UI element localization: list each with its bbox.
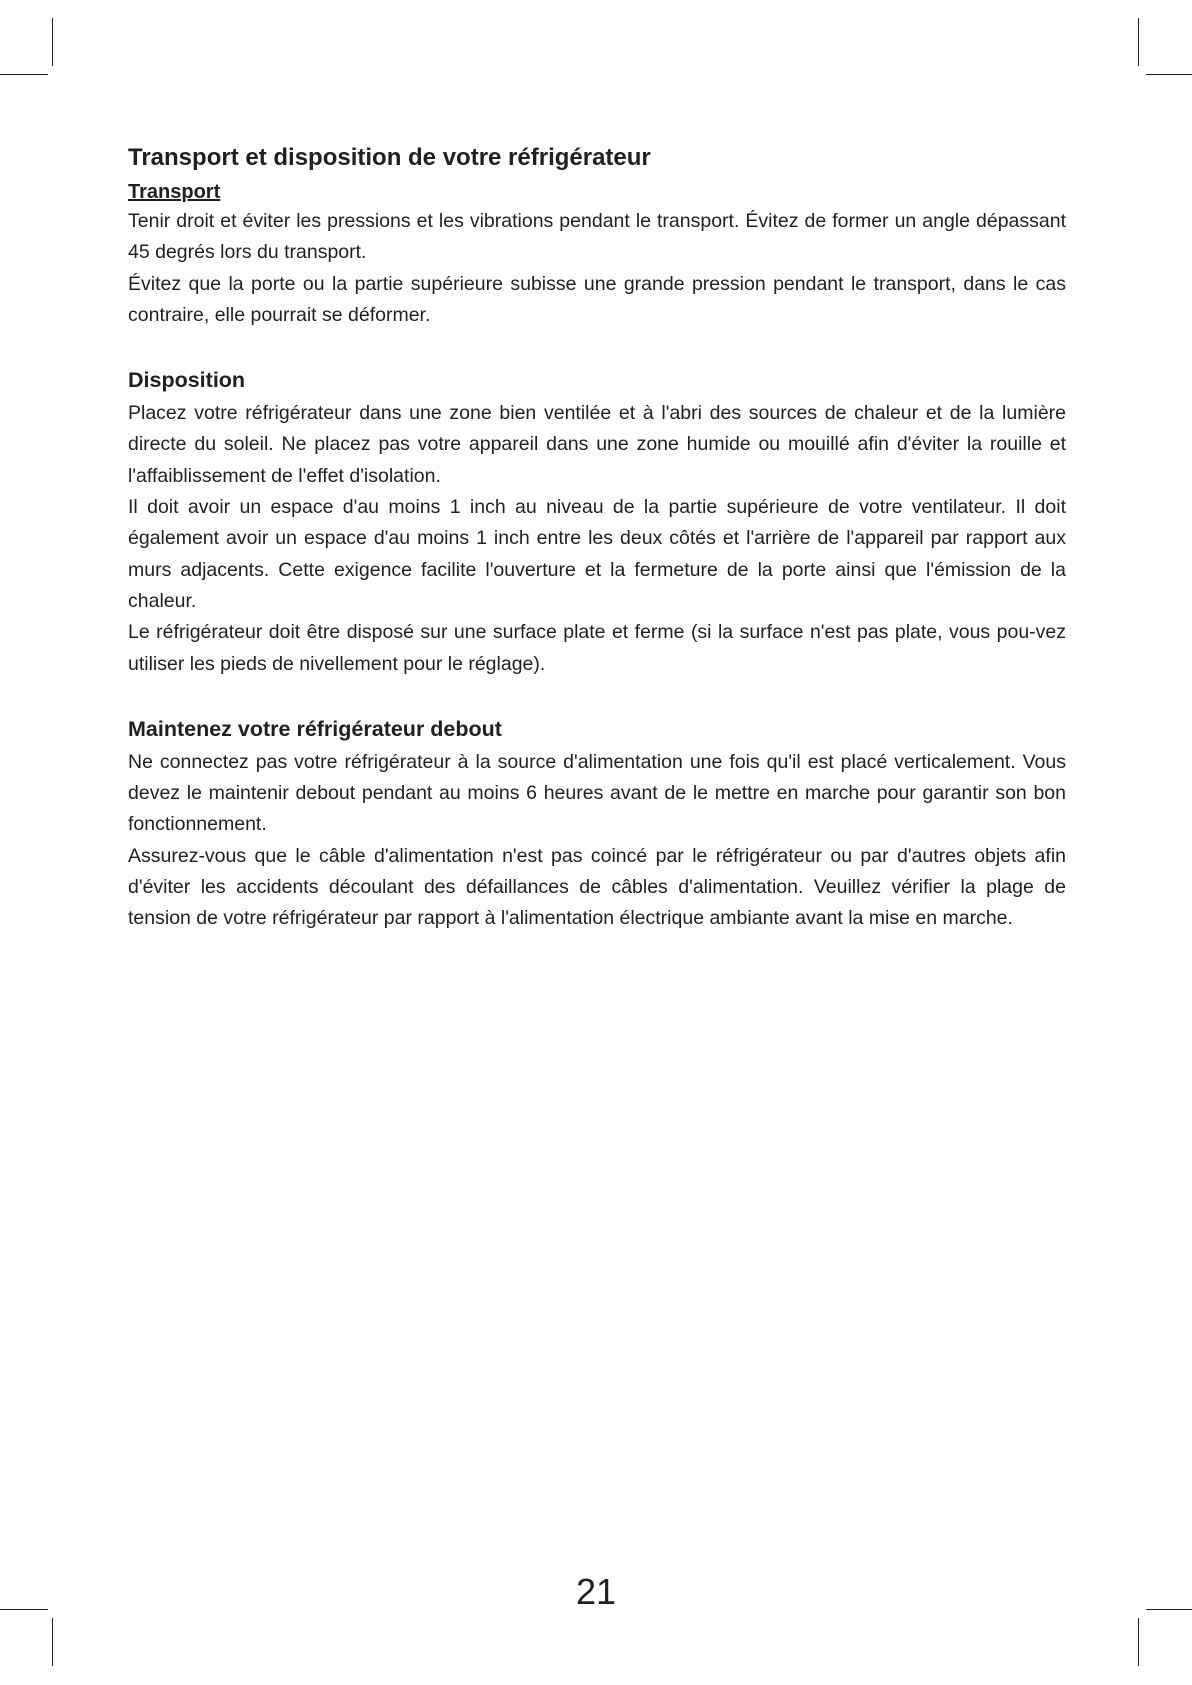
section-heading-disposition: Disposition xyxy=(128,368,246,393)
paragraph: Le réfrigérateur doit être disposé sur une surface plate et ferme (si la surface n'est pas plate, vous pou-vez utiliser les pieds de nivellement pour le réglage). xyxy=(128,621,1066,675)
section-heading-debout: Maintenez votre réfrigérateur debout xyxy=(128,716,502,741)
crop-mark-bottom-left-vertical xyxy=(52,1618,53,1666)
paragraph: Évitez que la porte ou la partie supérieure subisse une grande pression pendant le transport, dans le cas contraire, elle pourrait se déformer. xyxy=(128,272,1066,326)
document-body xyxy=(128,138,1066,935)
section-debout xyxy=(128,711,1066,935)
paragraph: Il doit avoir un espace d'au moins 1 inch au niveau de la partie supérieure de votre ventilateur. Il doit également avoir un espace d'au moins 1 inch entre les deux côtés et l'arrière de l'appareil par rapport aux murs adjacents. Cette exigence facilite l'ouverture et la fermeture de la porte ainsi que l'émission de la chaleur. xyxy=(128,496,1066,612)
paragraph: Ne connectez pas votre réfrigérateur à la source d'alimentation une fois qu'il est placé verticalement. Vous devez le maintenir debout pendant au moins 6 heures avant de le mettre en marche pour garantir son bon fonctionnement. xyxy=(128,750,1066,836)
crop-mark-top-right-vertical xyxy=(1138,18,1139,66)
crop-mark-top-left-horizontal xyxy=(0,74,48,75)
paragraph: Tenir droit et éviter les pressions et les vibrations pendant le transport. Évitez de former un angle dépassant 45 degrés lors du transport. xyxy=(128,210,1066,264)
crop-mark-top-left-vertical xyxy=(52,18,53,66)
paragraph: Placez votre réfrigérateur dans une zone bien ventilée et à l'abri des sources de chaleur et de la lumière directe du soleil. Ne placez pas votre appareil dans une zone humide ou mouillé afin d'éviter la rouille et l'affaiblissement de l'effet d'isolation. xyxy=(128,402,1066,487)
paragraph: Assurez-vous que le câble d'alimentation n'est pas coincé par le réfrigérateur ou par d'autres objets afin d'éviter les accidents découlant des défaillances de câbles d'alimentation. Veuillez vérifier la plage de tension de votre réfrigérateur par rapport à l'alimentation électrique ambiante avant la mise en marche. xyxy=(128,844,1066,930)
section-disposition xyxy=(128,362,1066,680)
section-transport xyxy=(128,178,1066,331)
crop-mark-bottom-right-vertical xyxy=(1138,1618,1139,1666)
page-number: 21 xyxy=(575,1571,617,1612)
section-heading-transport: Transport xyxy=(128,181,221,203)
page-title: Transport et disposition de votre réfrigérateur xyxy=(128,144,651,171)
crop-mark-top-right-horizontal xyxy=(1146,74,1192,75)
